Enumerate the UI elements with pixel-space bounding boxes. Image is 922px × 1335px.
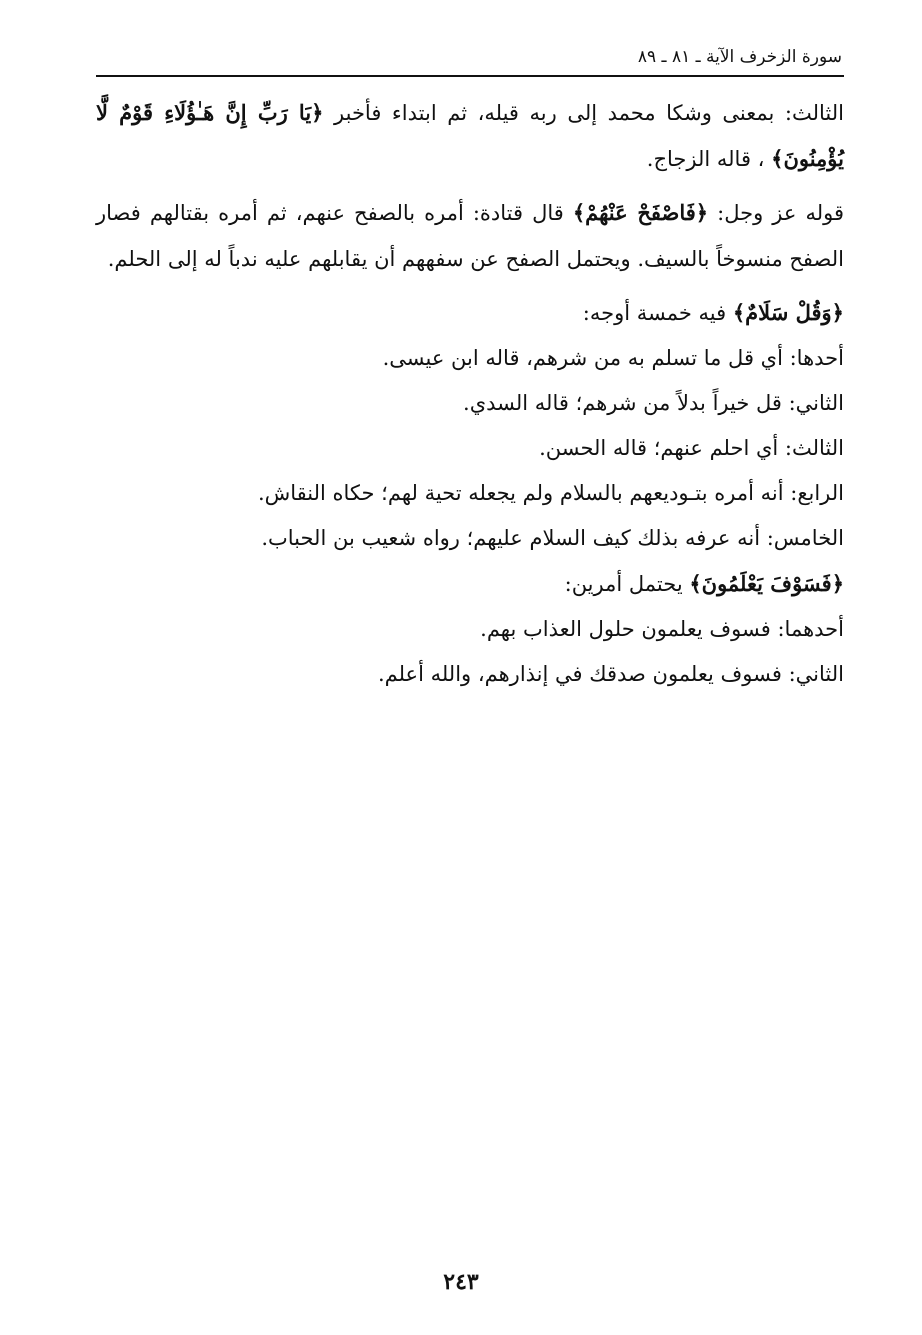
text-line (96, 652, 844, 697)
text-line (96, 471, 844, 516)
quran-quote: ﴿فَسَوْفَ يَعْلَمُونَ﴾ (689, 571, 844, 596)
paragraph-gap (96, 282, 844, 290)
quran-quote: ﴿فَاصْفَحْ عَنْهُمْ﴾ (572, 200, 709, 225)
running-title: سورة الزخرف الآية ـ ٨١ ـ ٨٩ (637, 47, 842, 67)
line-text: الثاني: قل خيراً بدلاً من شرهم؛ قاله السدي. (463, 391, 844, 415)
text-line (96, 426, 844, 471)
line-text: الخامس: أنه عرفه بذلك كيف السلام عليهم؛ رواه شعيب بن الحباب. (261, 526, 844, 550)
text-line (96, 381, 844, 426)
quran-quote: ﴿وَقُلْ سَلَامٌ﴾ (732, 300, 844, 325)
page-number: ٢٤٣ (443, 1269, 479, 1295)
paragraph-text: الثالث: بمعنى وشكا محمد إلى ربه قيله، ثم ابتداء فأخبر (323, 101, 844, 125)
line-text: أحدهما: فسوف يعلمون حلول العذاب بهم. (480, 617, 844, 641)
paragraph-third-meaning (96, 90, 844, 182)
paragraph-gap (96, 182, 844, 190)
running-header (638, 46, 842, 68)
text-line (96, 290, 844, 336)
line-text: فيه خمسة أوجه: (582, 301, 733, 325)
line-text: الرابع: أنه أمره بتـوديعهم بالسلام ولم يجعله تحية لهم؛ حكاه النقاش. (257, 481, 844, 505)
text-line (96, 516, 844, 561)
paragraph-text: ، قاله الزجاج. (646, 147, 772, 171)
line-text: الثاني: فسوف يعلمون صدقك في إنذارهم، والله أعلم. (377, 662, 844, 686)
paragraph-forgive (96, 190, 844, 282)
text-line (96, 336, 844, 381)
paragraph-text: قوله عز وجل: (708, 201, 845, 225)
line-text: الثالث: أي احلم عنهم؛ قاله الحسن. (539, 436, 844, 460)
page-body (96, 90, 844, 697)
text-line (96, 561, 844, 607)
line-text: أحدها: أي قل ما تسلم به من شرهم، قاله ابن عيسى. (382, 346, 844, 370)
text-line (96, 607, 844, 652)
line-text: يحتمل أمرين: (564, 572, 690, 596)
paragraph-text: قال قتادة: أمره بالصفح عنهم، ثم أمره بقتالهم فصار الصفح منسوخاً بالسيف. ويحتمل الصفح عن سفههم أن يقابلهم عليه ندباً له إلى الحلم. (96, 201, 844, 271)
header-divider (96, 75, 844, 77)
quran-quote: ﴿يَا رَبِّ إِنَّ هَـٰؤُلَاءِ قَوْمٌ لَّا يُؤْمِنُونَ﴾ (96, 100, 844, 171)
